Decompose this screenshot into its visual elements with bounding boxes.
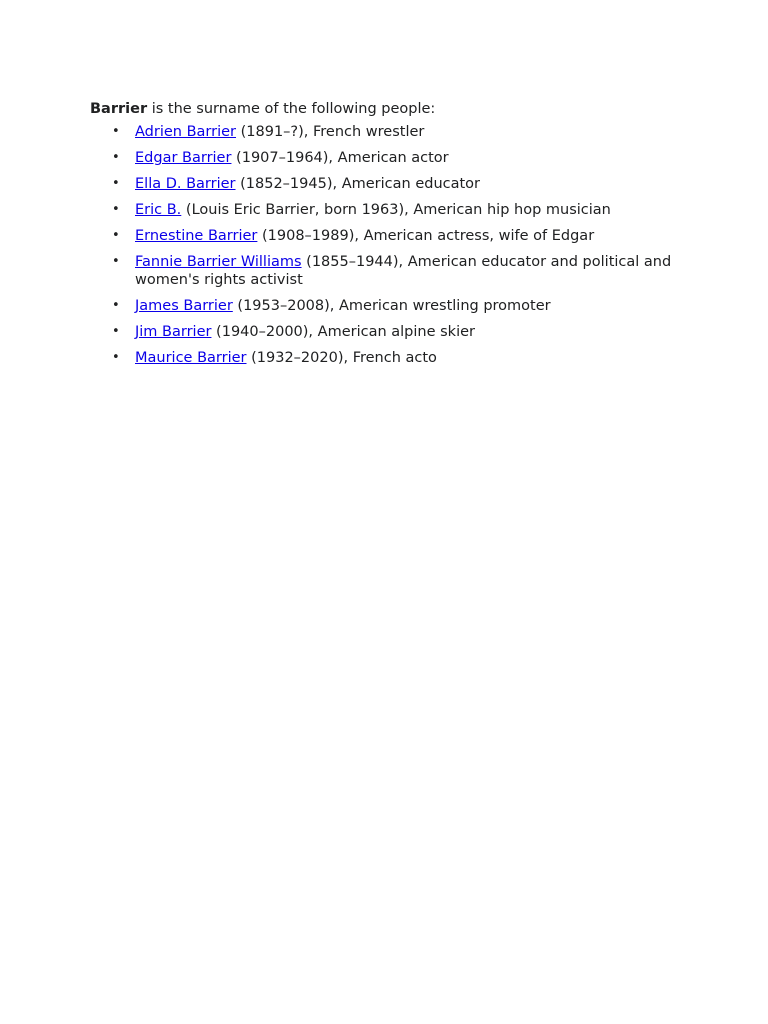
list-item (90, 149, 680, 167)
bullet-icon: • (112, 176, 120, 191)
bullet-icon: • (112, 124, 120, 139)
bullet-icon: • (112, 350, 120, 365)
list-item (90, 201, 680, 219)
bullet-icon: • (112, 228, 120, 243)
person-description: (1907–1964), American actor (231, 150, 449, 166)
person-description: (Louis Eric Barrier, born 1963), American hip hop musician (181, 202, 611, 218)
bullet-icon: • (112, 150, 120, 165)
person-link-ella-d-barrier[interactable]: Ella D. Barrier (135, 176, 236, 192)
surname-heading: Barrier (90, 101, 148, 117)
person-description: (1852–1945), American educator (235, 176, 481, 192)
bullet-icon: • (112, 202, 120, 217)
list-item (90, 349, 680, 367)
person-description: (1932–2020), French acto (246, 350, 437, 366)
person-link-fannie-barrier-williams[interactable]: Fannie Barrier Williams (135, 254, 302, 270)
person-link-jim-barrier[interactable]: Jim Barrier (135, 324, 212, 340)
list-item (90, 227, 680, 245)
person-description: (1855–1944), American educator and political and women's rights activist (135, 254, 672, 288)
person-link-edgar-barrier[interactable]: Edgar Barrier (135, 150, 232, 166)
bullet-icon: • (112, 254, 120, 269)
person-description: (1908–1989), American actress, wife of Edgar (257, 228, 595, 244)
list-item (90, 297, 680, 315)
person-description: (1891–?), French wrestler (236, 124, 425, 140)
person-link-maurice-barrier[interactable]: Maurice Barrier (135, 350, 247, 366)
intro-sentence (90, 99, 680, 119)
list-item (90, 123, 680, 141)
person-description: (1953–2008), American wrestling promoter (232, 298, 551, 314)
article-body (90, 99, 680, 367)
person-link-eric-b[interactable]: Eric B. (135, 202, 182, 218)
person-link-adrien-barrier[interactable]: Adrien Barrier (135, 124, 236, 140)
bullet-icon: • (112, 298, 120, 313)
list-item (90, 323, 680, 341)
person-link-ernestine-barrier[interactable]: Ernestine Barrier (135, 228, 258, 244)
bullet-icon: • (112, 324, 120, 339)
list-item (90, 175, 680, 193)
list-item (90, 253, 680, 289)
person-link-james-barrier[interactable]: James Barrier (135, 298, 233, 314)
intro-text: is the surname of the following people: (147, 101, 436, 117)
people-list (90, 123, 680, 367)
person-description: (1940–2000), American alpine skier (211, 324, 475, 340)
